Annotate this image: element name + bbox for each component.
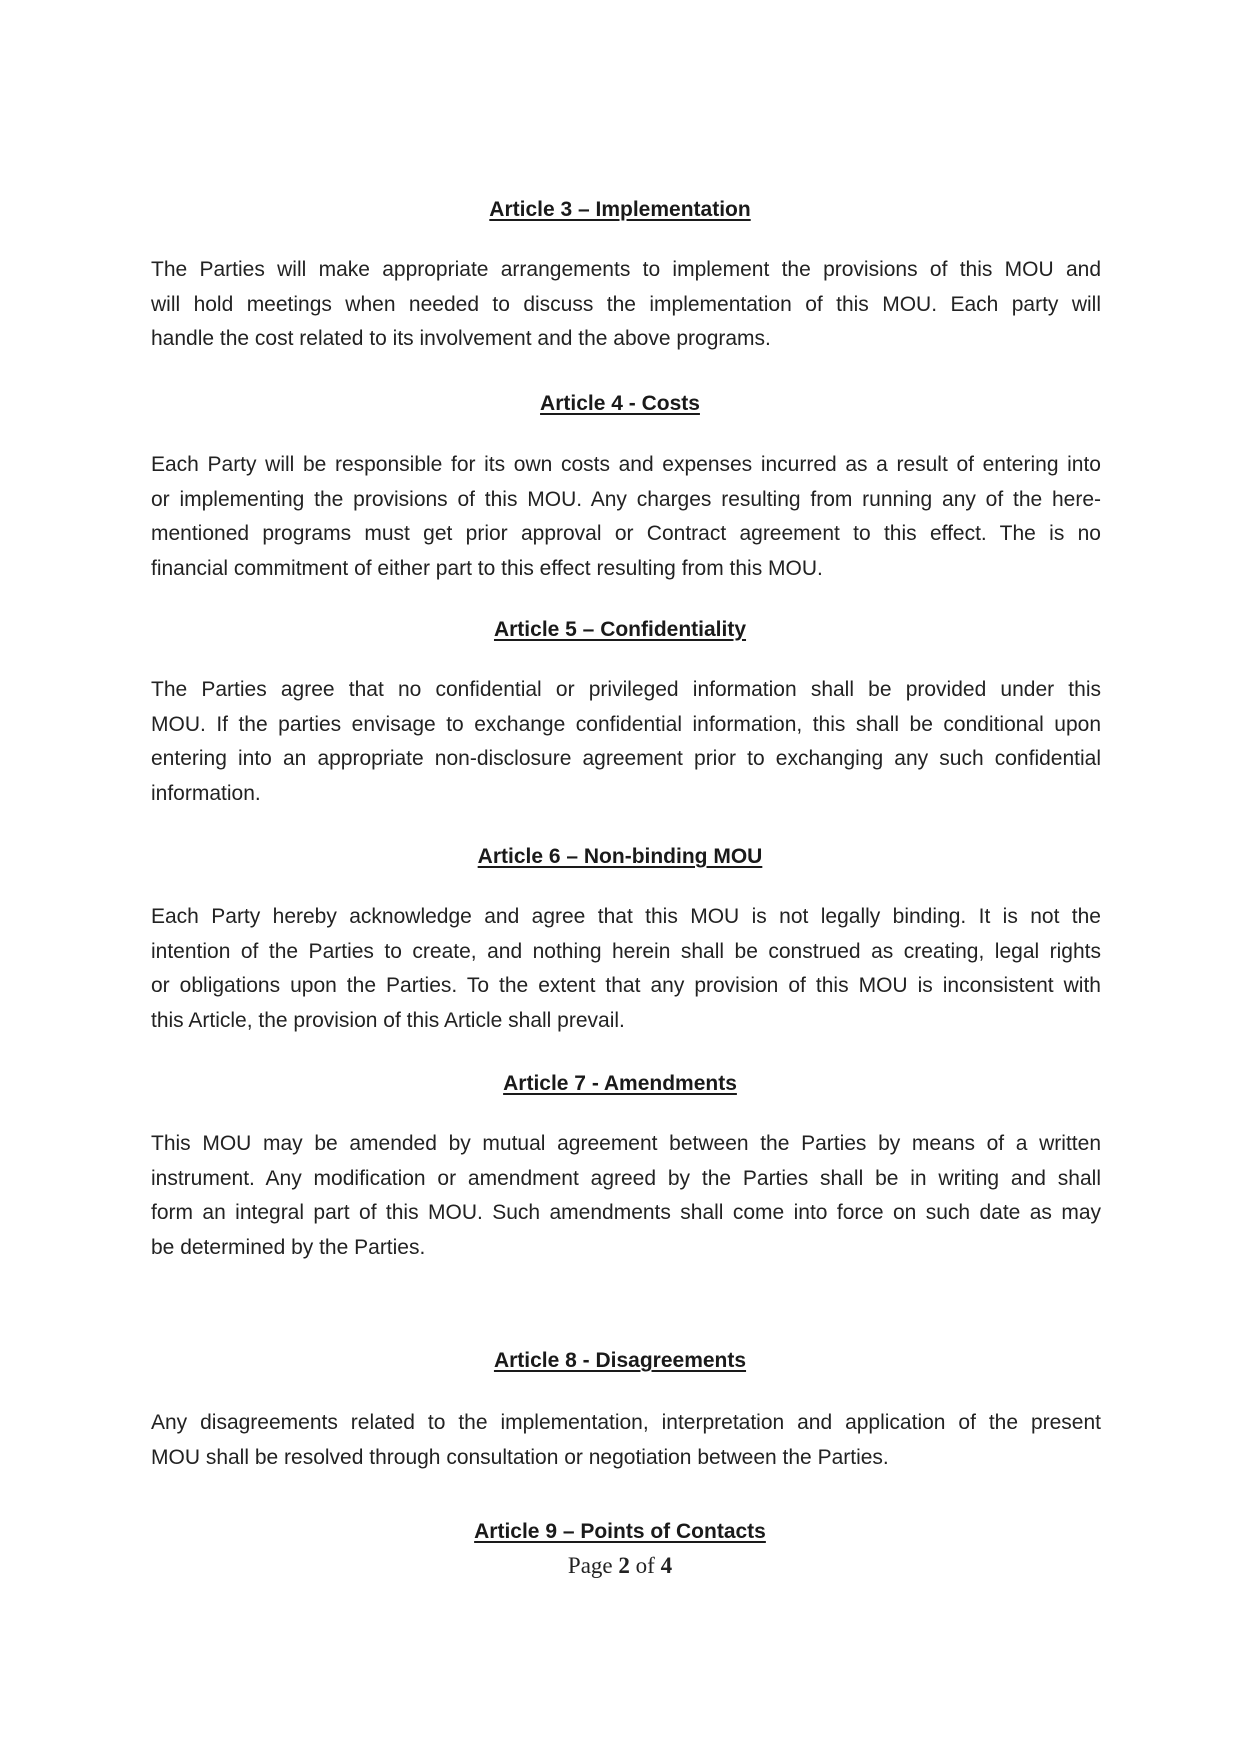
text-line: financial commitment of either part to this effect resulting from this MOU. — [151, 556, 823, 580]
article-7-body — [151, 1127, 1101, 1265]
text-line: form an integral part of this MOU. Such amendments shall come into force on such date as may — [151, 1201, 1101, 1224]
page-number — [0, 1553, 1240, 1579]
text-line: Each Party will be responsible for its own costs and expenses incurred as a result of entering into — [151, 453, 1101, 476]
text-line: this Article, the provision of this Article shall prevail. — [151, 1008, 625, 1032]
article-6-body — [151, 900, 1101, 1038]
text-line: or obligations upon the Parties. To the extent that any provision of this MOU is inconsistent with — [151, 974, 1101, 997]
text-line: MOU. If the parties envisage to exchange confidential information, this shall be conditional upon — [151, 712, 1101, 736]
text-line: mentioned programs must get prior approval or Contract agreement to this effect. The is no — [151, 522, 1101, 545]
text-line: entering into an appropriate non-disclosure agreement prior to exchanging any such confidential — [151, 747, 1101, 770]
text-line: be determined by the Parties. — [151, 1235, 426, 1259]
article-9-heading: Article 9 – Points of Contacts — [474, 1520, 766, 1543]
article-8-heading: Article 8 - Disagreements — [493, 1349, 747, 1372]
text-line: The Parties will make appropriate arrangements to implement the provisions of this MOU and — [151, 258, 1101, 281]
text-line: information. — [151, 781, 261, 805]
text-line: MOU shall be resolved through consultation or negotiation between the Parties. — [151, 1445, 889, 1469]
text-line: handle the cost related to its involvement and the above programs. — [151, 327, 771, 350]
text-line: or implementing the provisions of this MOU. Any charges resulting from running any of the here- — [151, 487, 1101, 511]
text-line: Any disagreements related to the implementation, interpretation and application of the present — [151, 1411, 1101, 1434]
article-6-heading: Article 6 – Non-binding MOU — [477, 845, 763, 868]
text-line: This MOU may be amended by mutual agreement between the Parties by means of a written — [151, 1132, 1101, 1155]
article-3-body — [151, 253, 1101, 357]
text-line: Each Party hereby acknowledge and agree that this MOU is not legally binding. It is not the — [151, 905, 1101, 928]
text-line: intention of the Parties to create, and nothing herein shall be construed as creating, legal rights — [151, 939, 1101, 963]
text-line: will hold meetings when needed to discuss the implementation of this MOU. Each party will — [151, 292, 1101, 316]
text-line: The Parties agree that no confidential or privileged information shall be provided under this — [151, 678, 1101, 701]
page-number-middle: of — [629, 1553, 661, 1578]
page-number-total: 4 — [660, 1553, 673, 1578]
article-4-heading: Article 4 - Costs — [540, 392, 700, 415]
article-4-body — [151, 448, 1101, 586]
article-7-heading: Article 7 - Amendments — [503, 1072, 737, 1095]
text-line: instrument. Any modification or amendment agreed by the Parties shall be in writing and shall — [151, 1166, 1101, 1190]
article-8-body — [151, 1406, 1101, 1475]
page-number-current: 2 — [618, 1553, 630, 1578]
article-5-body — [151, 673, 1101, 811]
article-5-heading: Article 5 – Confidentiality — [493, 618, 747, 641]
article-3-heading: Article 3 – Implementation — [489, 198, 751, 221]
page-number-prefix: Page — [567, 1553, 619, 1578]
